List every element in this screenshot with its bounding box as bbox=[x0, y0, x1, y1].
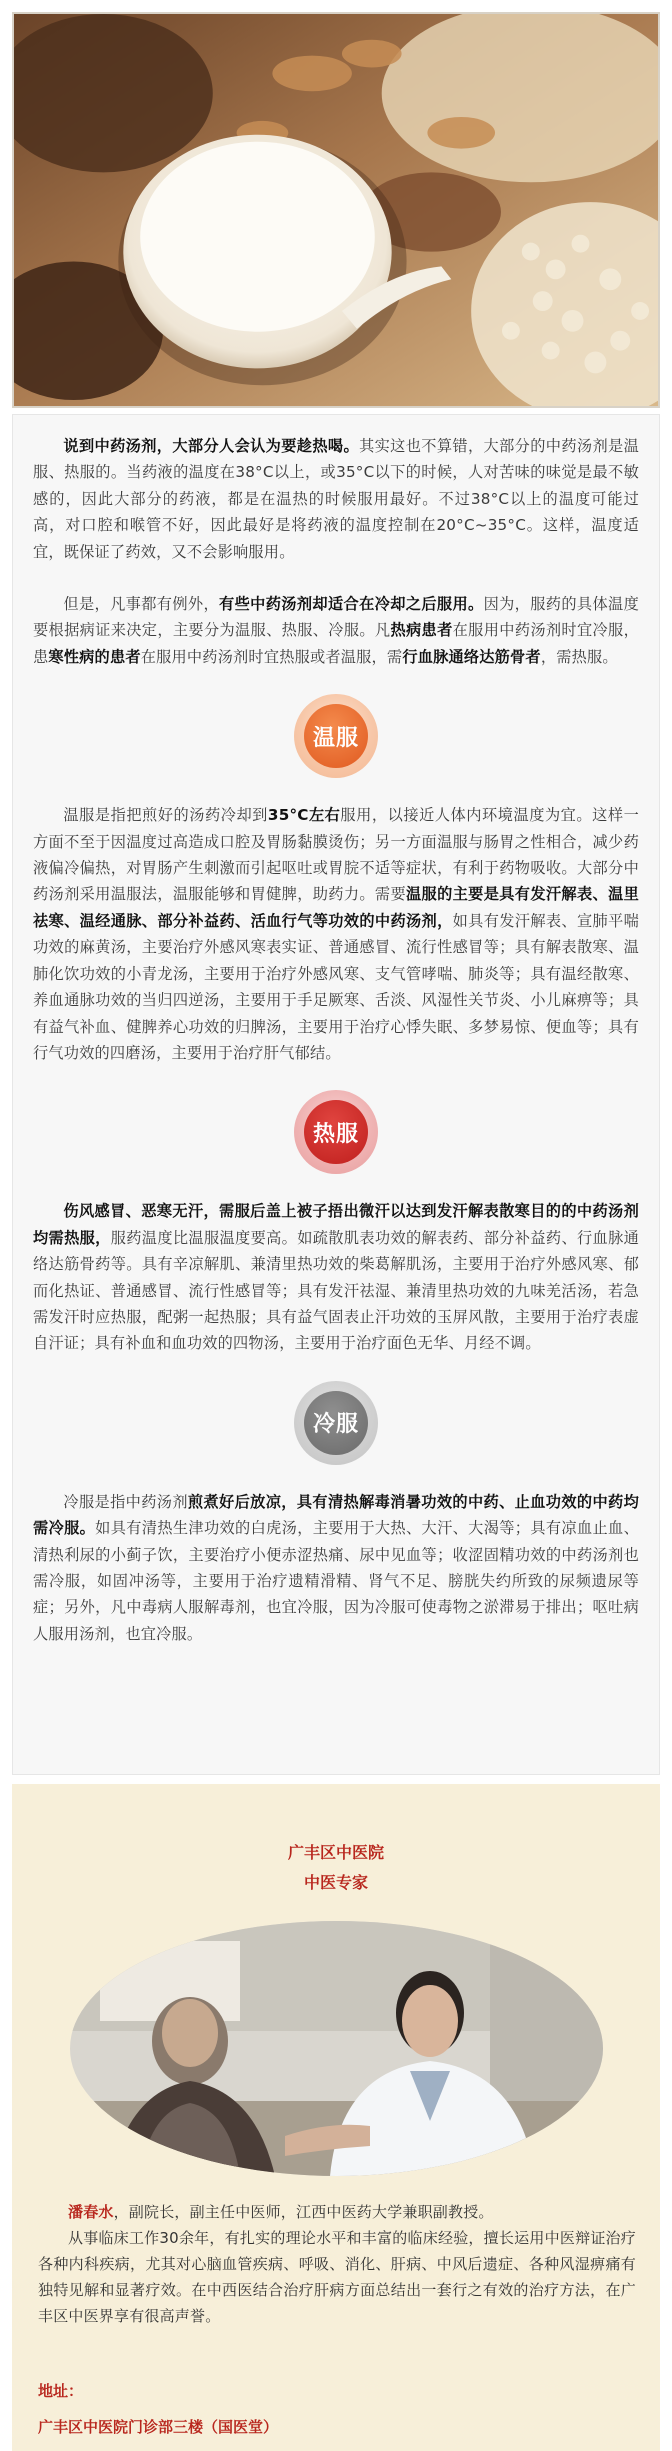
cold-serving-paragraph: 冷服是指中药汤剂煎煮好后放凉，具有清热解毒消暑功效的中药、止血功效的中药均需冷服。如具有清热生津功效的白虎汤，主要用于大热、大汗、大渴等；具有凉血止血、清热利尿的小蓟子饮，主要治疗小便赤涩热痛、尿中见血等；收涩固精功效的中药汤剂也需冷服，如固冲汤等，主要用于治疗遗精滑精、肾气不足、膀胱失约所致的尿频遗尿等症；另外，凡中毒病人服解毒剂，也宜冷服，因为冷服可使毒物之淤滞易于排出；呕吐病人服用汤剂，也宜冷服。 bbox=[33, 1492, 639, 1643]
hot-serving-paragraph: 伤风感冒、恶寒无汗，需服后盖上被子捂出微汗以达到发汗解表散寒目的的中药汤剂均需热服，服药温度比温服温度要高。如疏散肌表功效的解表药、部分补益药、行血脉通络达筋骨药等。具有辛凉解肌、兼清里热功效的柴葛解肌汤，主要用于治疗外感风寒、郁而化热证、普通感冒、流行性感冒等；具有发汗祛湿、兼清里热功效的九味羌活汤，若急需发汗时应热服，配粥一起热服；具有益气固表止汗功效的玉屏风散，主要用于治疗表虚自汗证；具有补血和血功效的四物汤，主要用于治疗面色无华、月经不调。 bbox=[33, 1202, 639, 1353]
address-label: 地址： bbox=[38, 2382, 84, 2400]
hot-badge-row bbox=[33, 1090, 639, 1174]
doctor-profile bbox=[12, 1784, 660, 2451]
expert-title: 中医专家 bbox=[303, 1873, 368, 1892]
doctor-name-line: 潘春水，副院长，副主任中医师，江西中医药大学兼职副教授。 bbox=[68, 2203, 494, 2221]
herbal-medicine-photo bbox=[14, 14, 658, 406]
doctor-name: 潘春水 bbox=[68, 2203, 114, 2221]
doctor-header bbox=[12, 1784, 660, 1898]
cold-serving-badge: 冷服 bbox=[294, 1381, 378, 1465]
warm-badge-row bbox=[33, 694, 639, 778]
cold-badge-row bbox=[33, 1381, 639, 1465]
hero-image bbox=[12, 12, 660, 408]
article-body bbox=[12, 414, 660, 1775]
consultation-photo bbox=[70, 1921, 603, 2176]
intro-paragraph-1: 说到中药汤剂，大部分人会认为要趁热喝。其实这也不算错，大部分的中药汤剂是温服、热服的。当药液的温度在38°C以上，或35°C以下的时候，人对苦味的味觉是最不敏感的，因此大部分的药液，都是在温热的时候服用最好。不过38°C以上的温度可能过高，对口腔和喉管不好，因此最好是将药液的温度控制在20°C~35°C。这样，温度适宜，既保证了药效，又不会影响服用。 bbox=[33, 437, 639, 561]
doctor-photo bbox=[70, 1921, 603, 2176]
hospital-name: 广丰区中医院 bbox=[287, 1843, 384, 1862]
doctor-bio: 从事临床工作30余年，有扎实的理论水平和丰富的临床经验，擅长运用中医辩证治疗各种内科疾病，尤其对心脑血管疾病、呼吸、消化、肝病、中风后遗症、各种风湿痹痛有独特见解和显著疗效。在中西医结合治疗肝病方面总结出一套行之有效的治疗方法，在广丰区中医界享有很高声誉。 bbox=[38, 2229, 636, 2325]
warm-serving-paragraph: 温服是指把煎好的汤药冷却到35°C左右服用，以接近人体内环境温度为宜。这样一方面不至于因温度过高造成口腔及胃肠黏膜烫伤；另一方面温服与肠胃之性相合，减少药液偏冷偏热，对胃肠产生刺激而引起呕吐或胃脘不适等症状，有利于药物吸收。大部分中药汤剂采用温服法，温服能够和胃健脾，助药力。需要温服的主要是具有发汗解表、温里祛寒、温经通脉、部分补益药、活血行气等功效的中药汤剂，如具有发汗解表、宣肺平喘功效的麻黄汤，主要治疗外感风寒表实证、普通感冒、流行性感冒等；具有解表散寒、温肺化饮功效的小青龙汤，主要用于治疗外感风寒、支气管哮喘、肺炎等；具有温经散寒、养血通脉功效的当归四逆汤，主要用于手足厥寒、舌淡、风湿性关节炎、小儿麻痹等；具有益气补血、健脾养心功效的归脾汤，主要用于治疗心悸失眠、多梦易惊、便血等；具有行气功效的四磨汤，主要用于治疗肝气郁结。 bbox=[33, 806, 639, 1062]
hot-serving-badge: 热服 bbox=[294, 1090, 378, 1174]
warm-serving-badge: 温服 bbox=[294, 694, 378, 778]
intro-paragraph-2: 但是，凡事都有例外，有些中药汤剂却适合在冷却之后服用。因为，服药的具体温度要根据病证来决定，主要分为温服、热服、冷服。凡热病患者在服用中药汤剂时宜冷服，患寒性病的患者在服用中药汤剂时宜热服或者温服，需行血脉通络达筋骨者，需热服。 bbox=[33, 595, 640, 666]
doctor-intro bbox=[38, 2199, 636, 2329]
address-value: 广丰区中医院门诊部三楼（国医堂） bbox=[38, 2418, 279, 2436]
